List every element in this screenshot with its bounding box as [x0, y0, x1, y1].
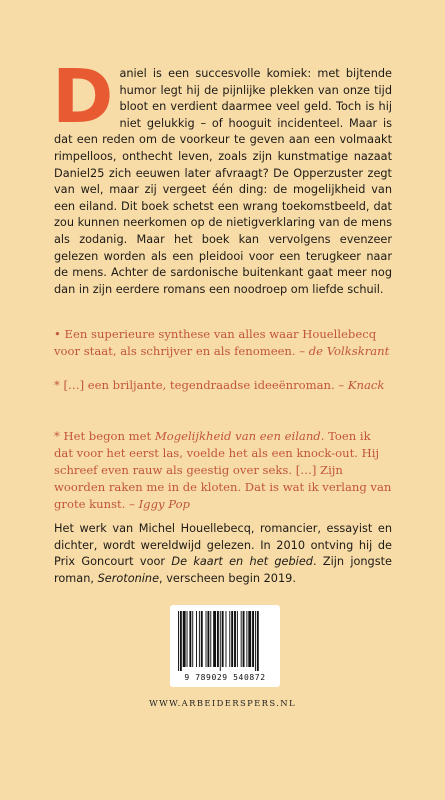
barcode-bars — [170, 605, 280, 675]
review-quote-knack — [54, 377, 392, 394]
quote-text: * […] een briljante, tegendraadse ideeënroman. – — [54, 378, 345, 392]
quote-source: Knack — [347, 378, 385, 392]
bio-part-1: Het werk van Michel Houellebecq, romancier, essayist en dichter, wordt wereldwijd gelezen. In 2010 ontving hij de Prix Goncourt voor — [54, 522, 392, 569]
quote-text: • Een superieure synthese van alles waar Houellebecq voor staat, als schrijver en als fenomeen. – — [54, 327, 377, 358]
bio-part-3: , verscheen begin 2019. — [159, 571, 296, 585]
quote-source: Iggy Pop — [138, 497, 190, 511]
drop-cap-letter: D — [52, 54, 114, 140]
quote-book-title: Mogelijkheid van een eiland — [154, 429, 321, 443]
review-quote-volkskrant — [54, 326, 392, 360]
bio-book-1: De kaart en het gebied — [171, 555, 313, 569]
quote-source: de Volkskrant — [308, 344, 390, 358]
publisher-website: WWW.ARBEIDERSPERS.NL — [149, 698, 296, 708]
review-quote-iggy-pop — [54, 428, 392, 513]
bio-book-2: Serotonine — [97, 571, 160, 585]
isbn-number: 9 789029 540872 — [184, 673, 266, 682]
blurb-paragraph — [52, 54, 392, 298]
blurb-text: aniel is een succesvolle komiek: met bijtende humor legt hij de pijnlijke plekken van onze tijd bloot en verdient daarmee veel geld. Toch is hij niet gelukkig – of hooguit incidenteel. Maar is dat een reden om de voorkeur te geven aan een volmaakt rimpelloos, onthecht leven, zoals zijn kunstmatige nazaat Daniel25 zich eeuwen later afvraagt? De Opperzuster zegt van wel, maar zij vergeet één ding: de mogelijkheid van een eiland. Dit boek schetst een wrang toekomstbeeld, dat zou kunnen neerkomen op de nietigverklaring van de mens als zodanig. Maar het boek kan vervolgens evenzeer gelezen worden als een pleidooi voor een terugkeer naar de mens. Achter de sardonische buitenkant gaat meer nog dan in zijn eerdere romans een noodroep om liefde schuil. — [54, 67, 392, 296]
bio-part-2: . Zijn jongste roman, — [54, 555, 392, 585]
barcode — [170, 605, 280, 687]
quote-pre: * Het begon met — [54, 429, 152, 443]
quote-text: . Toen ik dat voor het eerst las, voelde het als een knock-out. Hij schreef even rauw als geestig over seks. […] Zijn woorden raken me in de kloten. Dat is wat ik verlang van grote kunst. – — [54, 429, 392, 511]
author-bio — [54, 521, 392, 587]
